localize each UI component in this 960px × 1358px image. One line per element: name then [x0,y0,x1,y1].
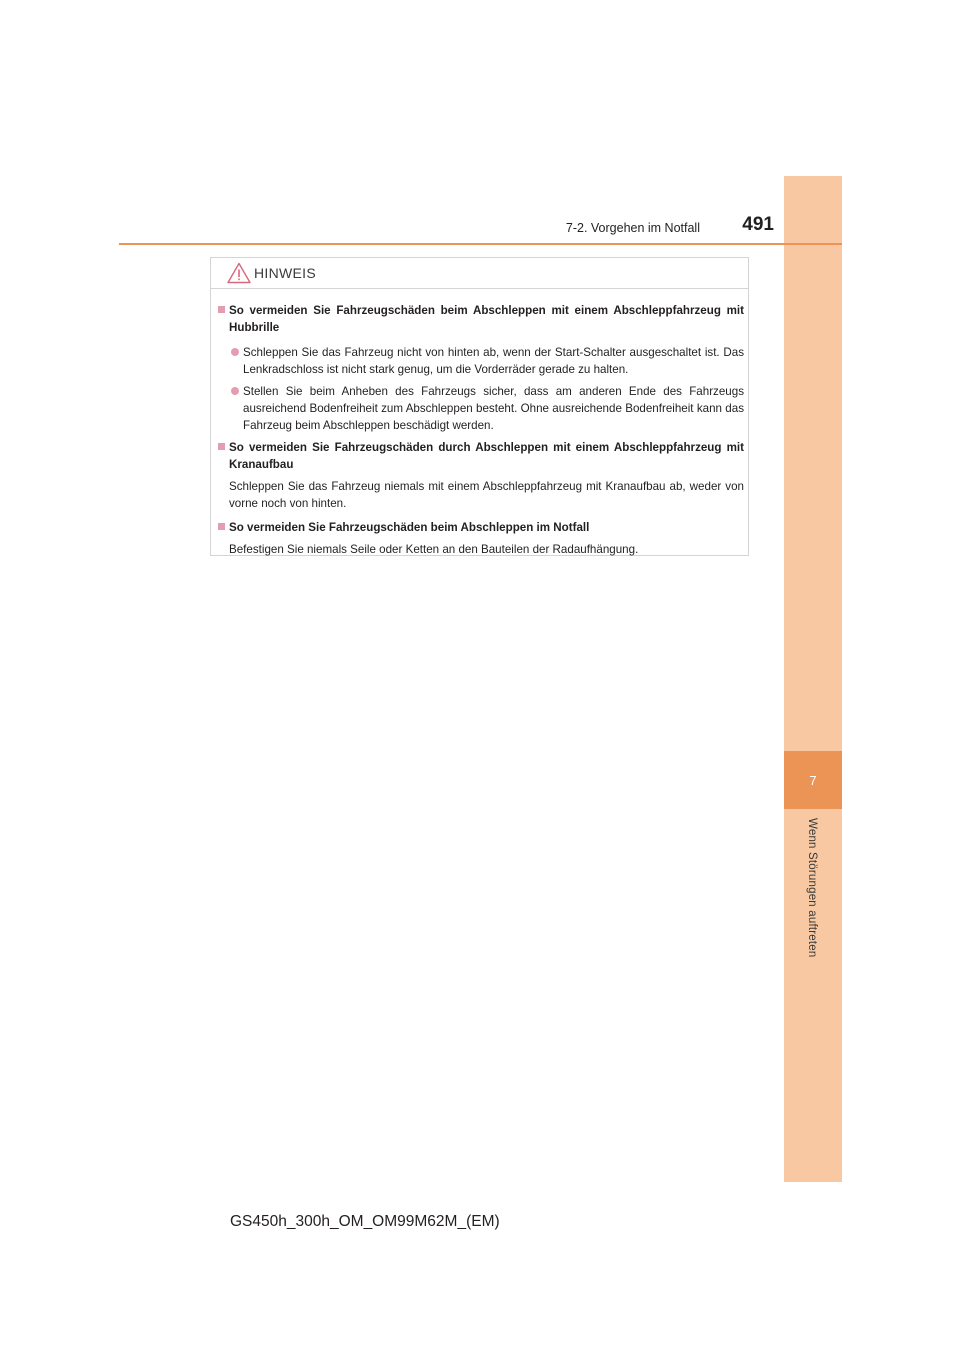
notice-bullet [218,344,744,378]
notice-paragraph: Befestigen Sie niemals Seile oder Ketten an den Bauteilen der Radaufhängung. [229,543,639,556]
notice-body [218,302,744,565]
header-rule [119,243,842,245]
notice-paragraph: Schleppen Sie das Fahrzeug niemals mit einem Abschleppfahrzeug mit Kranaufbau ab, weder von vorne noch von hinten. [229,480,744,510]
notice-heading-text: So vermeiden Sie Fahrzeugschäden beim Abschleppen im Notfall [229,521,590,534]
square-bullet-icon [218,523,225,530]
page-number: 491 [742,214,774,235]
chapter-number-box[interactable] [784,751,842,809]
chapter-number: 7 [809,772,817,788]
notice-heading-text: So vermeiden Sie Fahrzeugschäden durch Abschleppen mit einem Abschleppfahrzeug mit Kranaufbau [229,441,744,471]
notice-heading [218,302,744,336]
notice-title: HINWEIS [254,265,316,281]
notice-bullet [218,383,744,434]
chapter-title: Wenn Störungen auftreten [806,818,818,958]
notice-bullet-text: Schleppen Sie das Fahrzeug nicht von hinten ab, wenn der Start-Schalter ausgeschaltet ist. Das Lenkradschloss ist nicht stark genug, um die Vorderräder gerade zu halten. [243,346,744,376]
notice-heading [218,519,744,536]
notice-bullet-text: Stellen Sie beim Anheben des Fahrzeugs sicher, dass am anderen Ende des Fahrzeugs ausreichend Bodenfreiheit zum Abschleppen besteht. Ohne ausreichende Bodenfreiheit kann das Fahrzeug beim Abschleppen beschädigt werden. [243,385,744,432]
square-bullet-icon [218,443,225,450]
notice-heading-text: So vermeiden Sie Fahrzeugschäden beim Abschleppen mit einem Abschleppfahrzeug mit Hubbrille [229,304,744,334]
warning-triangle-icon [227,262,251,284]
round-bullet-icon [231,387,239,395]
notice-box [210,257,749,556]
chapter-side-tab [784,176,842,1182]
round-bullet-icon [231,348,239,356]
notice-heading [218,439,744,473]
document-id: GS450h_300h_OM_OM99M62M_(EM) [230,1213,500,1230]
section-title: 7-2. Vorgehen im Notfall [565,221,700,235]
square-bullet-icon [218,306,225,313]
notice-header [211,258,748,289]
